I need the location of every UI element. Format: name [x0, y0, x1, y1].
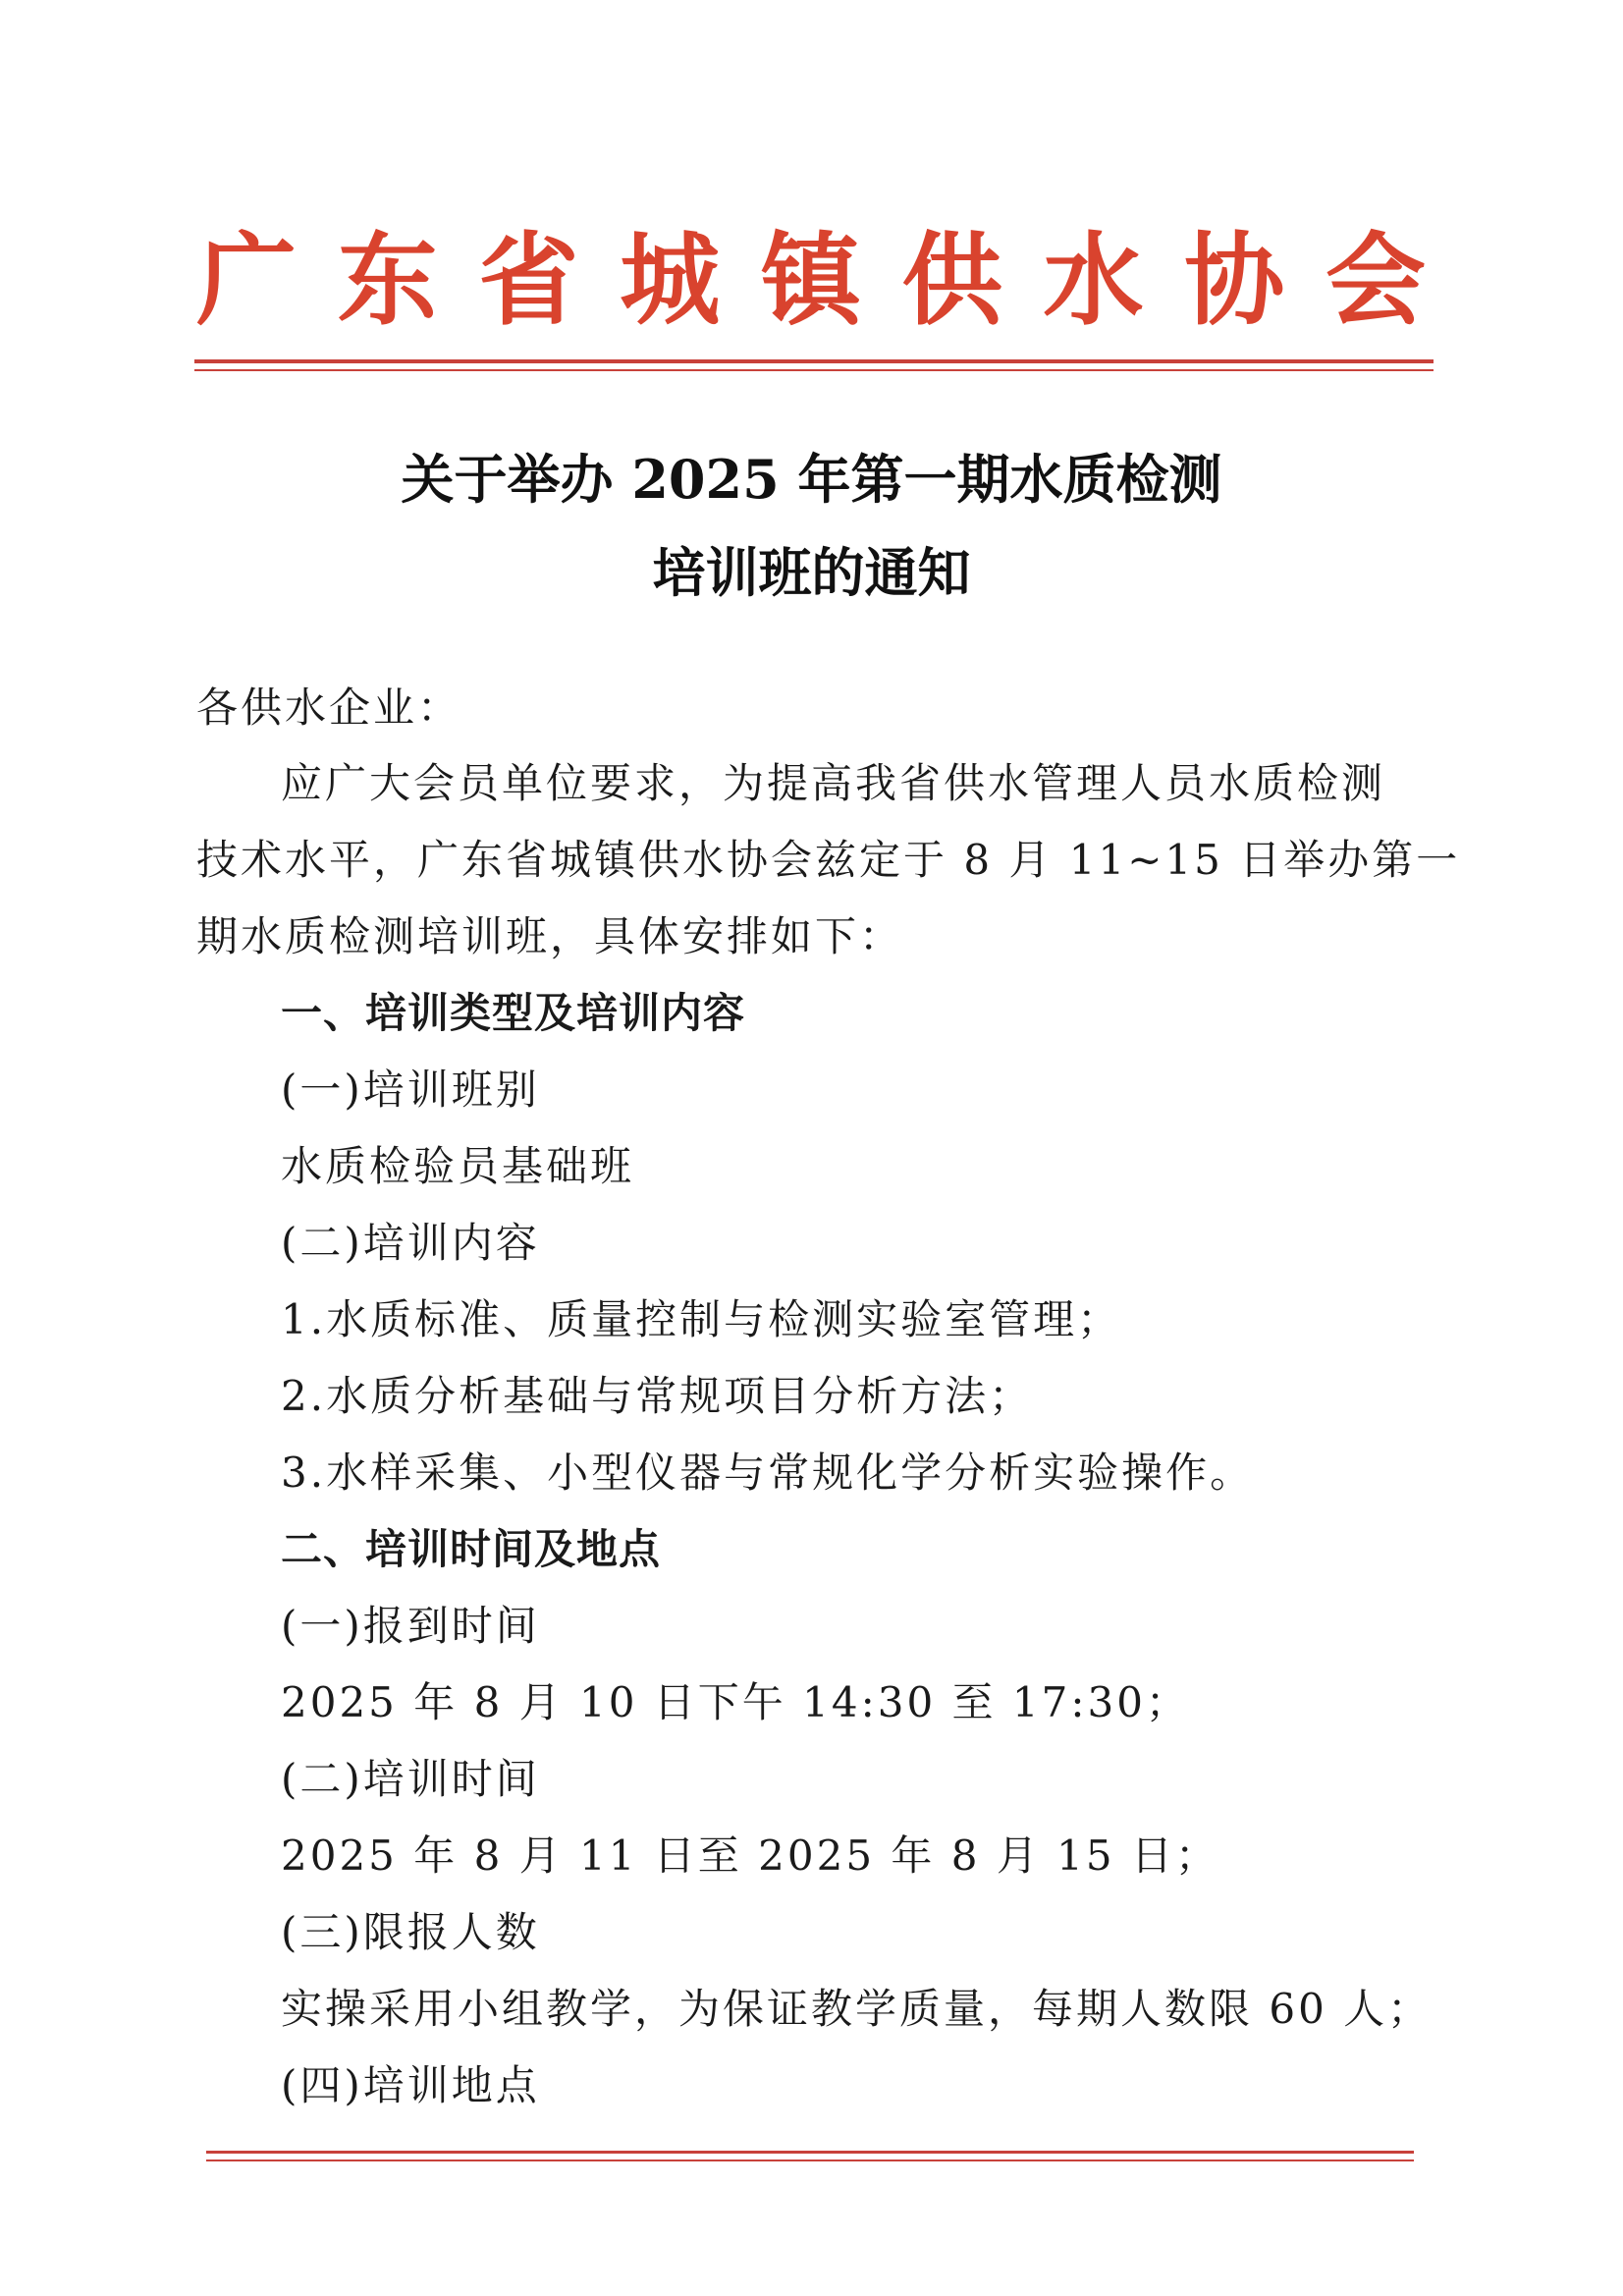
section2-sub1-label: (一)报到时间 [281, 1602, 540, 1650]
letterhead-char: 协 [1184, 223, 1285, 340]
letterhead-char: 水 [1043, 223, 1144, 340]
letterhead-char: 镇 [761, 223, 861, 340]
letterhead-divider-thin [194, 369, 1434, 371]
intro-line-1 [281, 756, 1418, 811]
section2-heading: 二、培训时间及地点 [281, 1525, 662, 1573]
section2-sub3-text: 实操采用小组教学，为保证教学质量，每期人数限 60 人； [281, 1985, 1433, 2033]
intro-line-2: 技术水平，广东省城镇供水协会兹定于 8 月 11~15 日举办第一 [196, 836, 1461, 884]
letterhead-char: 东 [337, 223, 438, 340]
letterhead-char: 广 [196, 223, 297, 340]
section2-sub1-text: 2025 年 8 月 10 日下午 14:30 至 17:30； [281, 1678, 1190, 1726]
letterhead-divider-thick [194, 359, 1434, 363]
section1-sub2-label: (二)培训内容 [281, 1219, 540, 1267]
intro-line-3: 期水质检测培训班，具体安排如下： [196, 912, 904, 960]
section2-sub2-text: 2025 年 8 月 11 日至 2025 年 8 月 15 日； [281, 1831, 1219, 1880]
letterhead-char: 城 [620, 223, 721, 340]
section2-sub2-label: (二)培训时间 [281, 1755, 540, 1803]
section2-sub3-label: (三)限报人数 [281, 1908, 540, 1956]
document-title-line2: 培训班的通知 [652, 541, 971, 604]
document-title-line1: 关于举办 2025 年第一期水质检测 [401, 448, 1222, 511]
letterhead-organization [192, 218, 1430, 346]
content-item: 3.水样采集、小型仪器与常规化学分析实验操作。 [281, 1449, 1255, 1497]
section1-heading: 一、培训类型及培训内容 [281, 989, 746, 1037]
footer-divider-thick [206, 2151, 1414, 2154]
content-item: 1.水质标准、质量控制与检测实验室管理； [281, 1295, 1122, 1343]
section2-sub4-label: (四)培训地点 [281, 2061, 540, 2109]
section1-sub1-text: 水质检验员基础班 [281, 1142, 635, 1190]
letterhead-char: 供 [901, 223, 1002, 340]
content-item: 2.水质分析基础与常规项目分析方法； [281, 1372, 1034, 1420]
intro-text: 应广大会员单位要求，为提高我省供水管理人员水质检测 [281, 759, 1386, 807]
footer-divider-thin [206, 2159, 1414, 2161]
salutation: 各供水企业： [196, 683, 462, 732]
section1-sub1-label: (一)培训班别 [281, 1066, 540, 1114]
letterhead-char: 会 [1325, 223, 1426, 340]
letterhead-char: 省 [478, 223, 579, 340]
